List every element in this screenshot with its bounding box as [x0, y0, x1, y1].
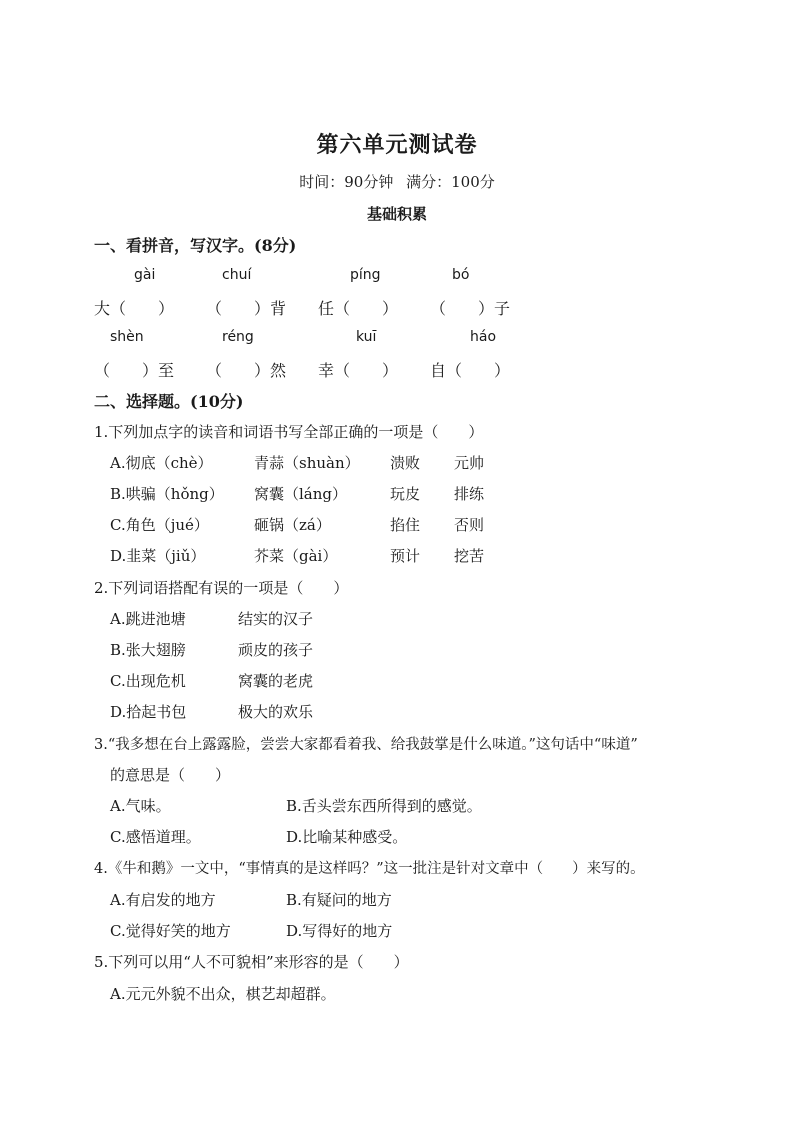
q1-option-d: D.韭菜（jiǔ）	[110, 547, 206, 565]
pinyin: bó	[452, 267, 470, 283]
q1-option-b: 玩皮	[390, 485, 421, 503]
word-blank: （ ）然	[206, 361, 287, 380]
q3-option-c: C.感悟道理。	[110, 828, 201, 846]
part1-heading: 一、看拼音，写汉字。(8分)	[94, 236, 297, 255]
q1-option-c: 砸锅（zá）	[254, 516, 331, 534]
q2-option-a: A.跳进池塘	[110, 610, 186, 628]
question-3-stem-cont: 的意思是（ ）	[110, 766, 231, 784]
q4-option-a: A.有启发的地方	[110, 891, 216, 909]
question-5-stem: 5.下列可以用“人不可貌相”来形容的是（ ）	[94, 953, 409, 971]
pinyin: réng	[222, 329, 254, 345]
q1-option-a: 元帅	[454, 454, 485, 472]
q4-option-b: B.有疑问的地方	[286, 891, 392, 909]
pinyin: gài	[134, 267, 156, 283]
word-blank: 幸（ ）	[318, 361, 399, 380]
q2-option-d: 极大的欢乐	[238, 703, 314, 721]
question-1-stem: 1.下列加点字的读音和词语书写全部正确的一项是（ ）	[94, 423, 484, 441]
pinyin: chuí	[222, 267, 252, 283]
q2-option-b: 顽皮的孩子	[238, 641, 314, 659]
q5-option-a: A.元元外貌不出众，棋艺却超群。	[110, 985, 336, 1003]
q1-option-a: A.彻底（chè）	[110, 454, 213, 472]
q4-option-c: C.觉得好笑的地方	[110, 922, 231, 940]
section-label: 基础积累	[366, 205, 427, 223]
q1-option-c: 否则	[454, 516, 485, 534]
q1-option-b: 排练	[454, 485, 485, 503]
q1-option-b: 窝囊（láng）	[254, 485, 348, 503]
time-label: 时间：90分钟	[299, 173, 394, 191]
word-blank: 大（ ）	[94, 299, 175, 318]
question-3-stem: 3.“我多想在台上露露脸，尝尝大家都看着我、给我鼓掌是什么味道。”这句话中“味道”	[94, 737, 638, 753]
question-4-stem: 4.《牛和鹅》一文中，“事情真的是这样吗？”这一批注是针对文章中（ ）来写的。	[94, 861, 645, 877]
q1-option-d: 挖苦	[454, 547, 485, 565]
q1-option-d: 预计	[390, 547, 421, 565]
q1-option-a: 青蒜（shuàn）	[254, 454, 360, 472]
q2-option-d: D.拾起书包	[110, 703, 187, 721]
q3-option-d: D.比喻某种感受。	[286, 828, 408, 846]
word-blank: （ ）至	[94, 361, 175, 380]
pinyin: píng	[350, 267, 381, 283]
q2-option-b: B.张大翅膀	[110, 641, 186, 659]
word-blank: 自（ ）	[430, 361, 511, 380]
score-label: 满分：100分	[406, 173, 495, 191]
word-blank: 任（ ）	[318, 299, 399, 318]
word-blank: （ ）背	[206, 299, 287, 318]
pinyin: kuī	[356, 329, 377, 345]
q2-option-c: 窝囊的老虎	[238, 672, 314, 690]
q2-option-a: 结实的汉子	[238, 610, 314, 628]
q4-option-d: D.写得好的地方	[286, 922, 393, 940]
pinyin: shèn	[110, 329, 144, 345]
word-blank: （ ）子	[430, 299, 511, 318]
q2-option-c: C.出现危机	[110, 672, 186, 690]
q1-option-d: 芥菜（gài）	[254, 547, 338, 565]
question-2-stem: 2.下列词语搭配有误的一项是（ ）	[94, 579, 349, 597]
q3-option-b: B.舌头尝东西所得到的感觉。	[286, 797, 482, 815]
page-title: 第六单元测试卷	[316, 132, 478, 158]
part2-heading: 二、选择题。(10分)	[94, 392, 244, 411]
q1-option-c: 掐住	[390, 516, 421, 534]
q1-option-c: C.角色（jué）	[110, 516, 209, 534]
q1-option-a: 溃败	[390, 454, 421, 472]
q3-option-a: A.气味。	[110, 797, 171, 815]
exam-info	[0, 171, 794, 192]
q1-option-b: B.哄骗（hǒng）	[110, 485, 224, 503]
pinyin: háo	[470, 329, 497, 345]
